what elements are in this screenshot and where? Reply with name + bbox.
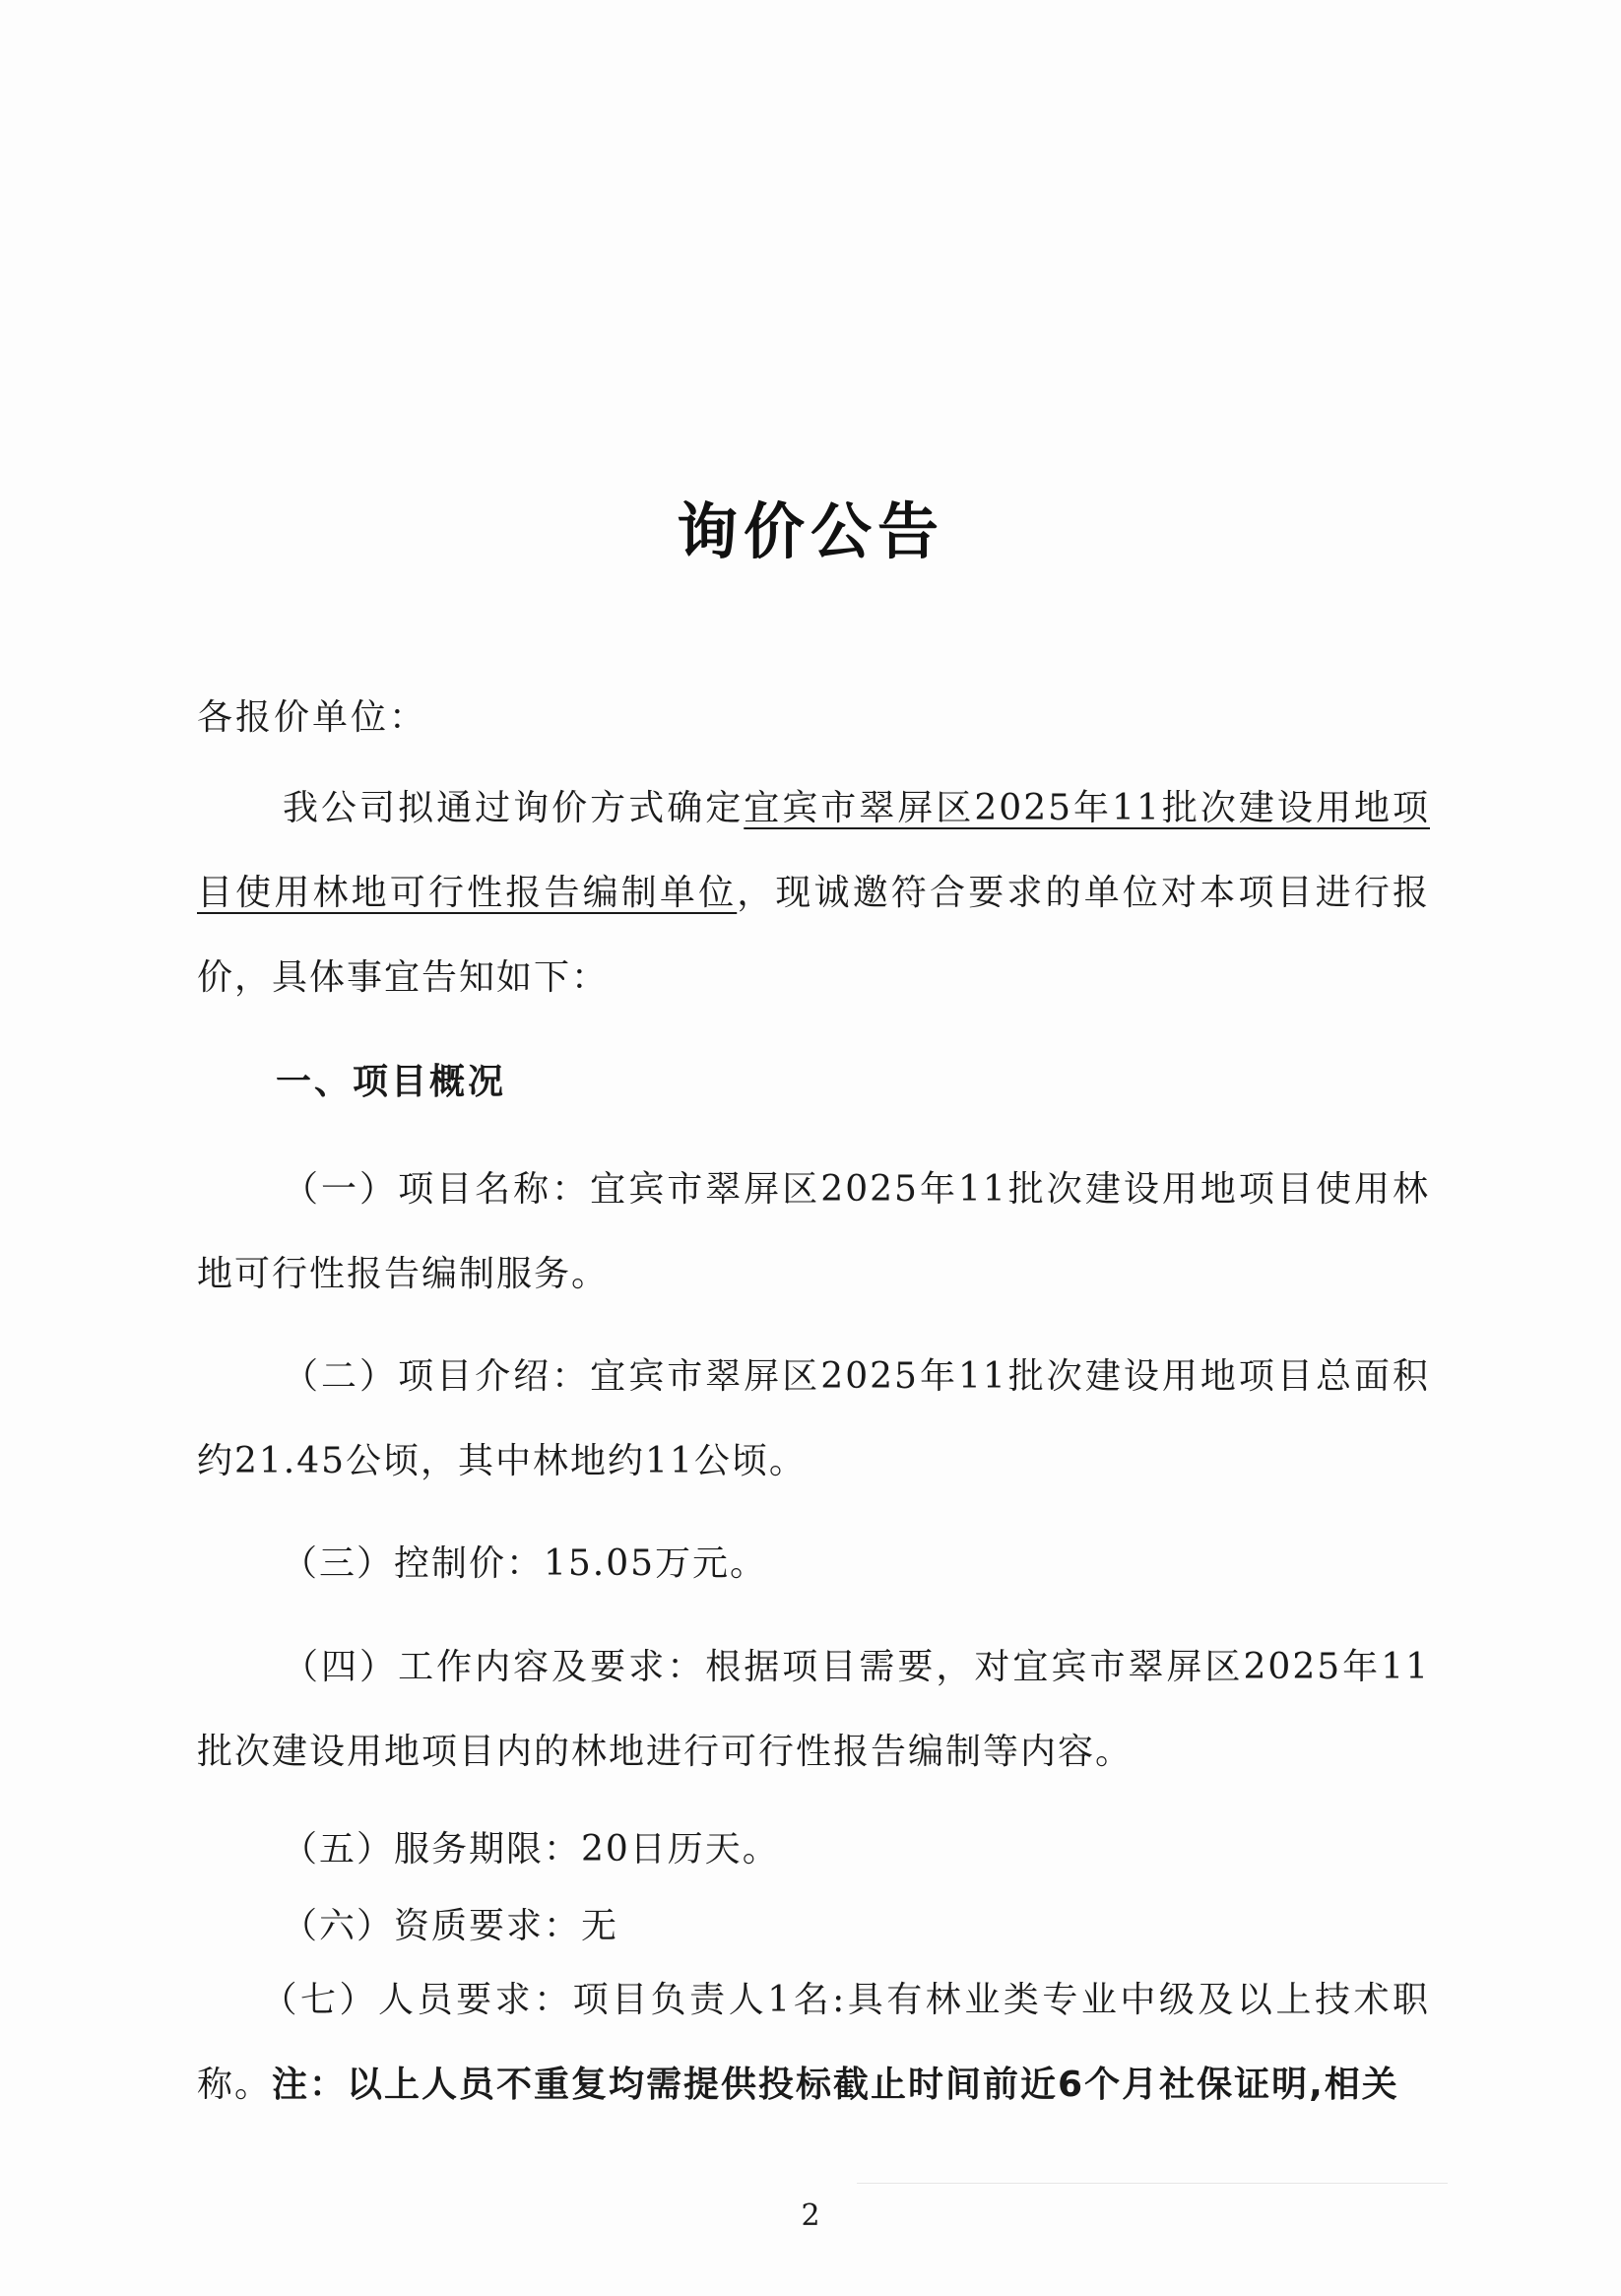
- item-service-period: （五）服务期限：20日历天。: [282, 1829, 780, 1870]
- personnel-note: 注：以上人员不重复均需提供投标截止时间前近6个月社保证明,相关: [272, 2065, 1399, 2105]
- item-qualification: （六）资质要求：无: [282, 1906, 619, 1946]
- page-number: 2: [801, 2198, 820, 2233]
- item-control-price: （三）控制价：15.05万元。: [282, 1543, 768, 1584]
- item-work-content: （四）工作内容及要求：根据项目需要，对宜宾市翠屏区2025年11批次建设用地项目内的林地进行可行性报告编制等内容。: [197, 1647, 1430, 1772]
- item-personnel: （七）人员要求：项目负责人1名:具有林业类专业中级及以上技术职称。注：以上人员不重复均需提供投标截止时间前近6个月社保证明,相关: [197, 1980, 1430, 2105]
- intro-project-name: 宜宾市翠屏区2025年11批次建设用地项目使用林地可行性报告编制单位: [197, 788, 1430, 913]
- footer-divider: [857, 2183, 1448, 2184]
- page-title: 询价公告: [676, 495, 944, 567]
- item-project-intro: （二）项目介绍：宜宾市翠屏区2025年11批次建设用地项目总面积约21.45公顷，其中林地约11公顷。: [197, 1356, 1430, 1481]
- intro-prefix: 我公司拟通过询价方式确定: [282, 788, 745, 828]
- intro-paragraph: [197, 766, 1430, 1020]
- section-heading-overview: 一、项目概况: [276, 1062, 507, 1102]
- salutation: 各报价单位：: [197, 697, 428, 738]
- intro-suffix: ，现诚邀符合要求的单位对本项目进行报价，具体事宜告知如下：: [197, 873, 1430, 998]
- item-project-name: （一）项目名称：宜宾市翠屏区2025年11批次建设用地项目使用林地可行性报告编制服务。: [197, 1169, 1430, 1294]
